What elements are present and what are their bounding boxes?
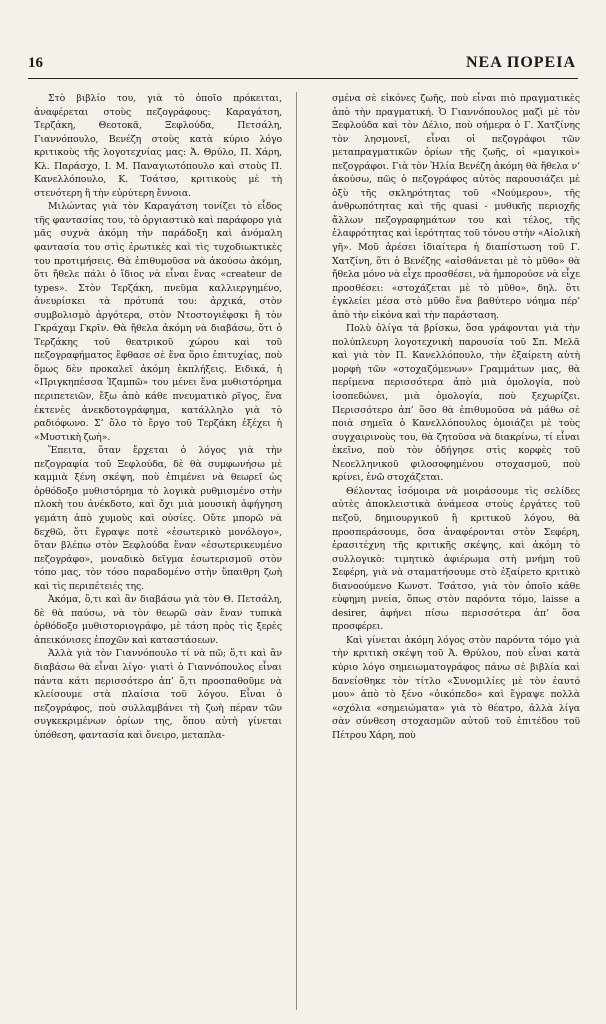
column-divider	[296, 92, 297, 1010]
page-number: 16	[28, 55, 43, 71]
paragraph: σμένα σὲ εἰκόνες ζωῆς, ποὺ εἶναι πιὸ πραγματικὲς ἀπὸ τὴν πραγματική. Ὁ Γιαννόπουλος μαζὶ μὲ τὸν Ξεφλούδα καὶ τὸν Δέλιο, ποὺ σήμερα ὁ Γ. Χατζίνης τὸν λησμονεῖ, εἶναι οἱ πεζογράφοι τῶν μεταπραγματικῶν ὁρίων τῆς ζωῆς, οἱ «μαγικοὶ» πεζογράφοι. Γιὰ τὸν Ἠλία Βενέζη ἀκόμη θὰ ἤθελα ν’ ἀκούσω, πῶς ὁ πεζογράφος αὐτὸς παρουσιάζει μὲ ὀξὺ τῆς σκληρότητας τοῦ «Νούμερου», τῆς ἀνθρωπότητας καὶ τῆς quasi - μυθικῆς περιοχῆς ἄλλων πεζογραφημάτων του καὶ τέλος, τῆς ἐλαφρότητας καὶ ἱερότητας τοῦ τόνου στὴν «Αἰολικὴ γῆ». Μοῦ ἀρέσει ἰδιαίτερα ἡ διαπίστωση τοῦ Γ. Χατζίνη, ὅτι ὁ Βενέζης «αἰσθάνεται μὲ τὸ μῦθο» θὰ ἤθελα μόνο νὰ εἶχε προσθέσει, νὰ ἠμπορούσε νὰ εἶχε προσθέσει: «στοχάζεται μὲ τὸ μῦθο», δηλ. ὅτι ἐγκλείει μέσα στὸ μῦθο ἕνα βαθύτερο νόημα πέρ’ ἀπὸ τὴν εἰκόνα καὶ τὴν παράσταση.	[332, 93, 580, 321]
paragraph: Καὶ γίνεται ἀκόμη λόγος στὸν παρόντα τόμο γιὰ τὴν κριτικὴ σκέψη τοῦ Ἀ. Θρύλου, ποὺ εἶναι κατὰ κύριο λόγο σημειωματογράφος πάνω σὲ βιβλία καὶ δανείσθηκε τὸν τίτλο «Συνομιλίες μὲ τὸν ἑαυτό μου» ἀπὸ τὸ ξένο «ὁικόπεδο» καὶ ἔγραψε πολλὰ «σχόλια «σημειώματα» γιὰ τὸ θέατρο, ἀλλὰ λίγα σὰν σύνθεση στοχασμῶν αὐτοῦ τοῦ ἐπιτέδου τοῦ Πέτρου Χάρη, ποὺ	[332, 634, 580, 741]
header-rule	[28, 78, 578, 79]
paragraph: Πολὺ ὀλίγα τὰ βρίσκω, ὅσα γράφονται γιὰ τὴν πολύπλευρη λογοτεχνικὴ παρουσία τοῦ Σπ. Μελᾶ καὶ γιὰ τὸν Π. Κανελλόπουλο, τὴν ἐξαίρετη αὐτὴ μορφὴ τῶν «στοχαζόμενων» Γραμμάτων μας, θὰ περίμενα περισσότερα ἀπὸ μιὰ ὁμολογία, ποὺ ἰσοπεδώνει, μιὰ ὁμολογία, ποὺ ξεχωρίζει. Περισσότερο ἀπ’ ὅσο θὰ ἐπιθυμοῦσα νὰ μάθω σὲ ποιὰ σημεῖα ὁ Κανελλόπουλος ὁμοιάζει μὲ τοὺς συγχαιρινοὺς του, θὰ ζητοῦσα νὰ διακρίνω, τί εἶναι ἐκεῖνο, ποὺ τὸν ὁδήγησε στὶς κορφὲς τοῦ Νεοελληνικοῦ φιλοσοφημένου στοχασμοῦ, ποὺ κρίνει, ἑνῶ στοχάζεται.	[332, 323, 580, 484]
paragraph: Ἀλλὰ γιὰ τὸν Γιαννόπουλο τί νὰ πῶ; ὅ,τι καὶ ἂν διαβάσω θὰ εἶναι λίγο· γιατὶ ὁ Γιαννόπουλος εἶναι πάντα κάτι περισσότερο ἀπ’ ὅ,τι προσπαθοῦμε νὰ κλείσουμε στὰ πλαίσια τοῦ λόγου. Εἶναι ὁ πεζογράφος, ποὺ συλλαμβάνει τὴ ζωὴ πέραν τῶν συγκεκριμένων ὁρίων της, ὅπου αὐτὴ γίνεται ὑπόθεση, φαντασία καὶ ὄνειρο, μεταπλα-	[34, 648, 282, 741]
paragraph: Στὸ βιβλίο του, γιὰ τὸ ὁποῖο πρόκειται, ἀναφέρεται στοὺς πεζογράφους: Καραγάτση, Τερζάκη, Θεοτοκᾶ, Ξεφλούδα, Πετσάλη, Γιαννόπουλο, Βενέζη στοὺς κατὰ κύριο λόγο κριτικοὺς τῆς λογοτεχνίας μας: Ἀ. Θρύλο, Π. Χάρη, Κλ. Παράσχο, Ι. Μ. Παναγιωτόπουλο καὶ στοὺς Π. Κανελλόπουλο, Κ. Τσάτσο, κριτικοὺς μὲ τὴ στενότερη ἢ τὴν εὐρύτερη ἔννοια.	[34, 93, 282, 199]
paragraph: Μιλώντας γιὰ τὸν Καραγάτση τονίζει τὸ εἶδος τῆς φαντασίας του, τὸ ὀργιαστικὸ καὶ παράφορο γιὰ μᾶς συχνὰ ἀκόμη τὴν παράδοξη καὶ ἀνόμαλη φαντασία του στὶς ἐρωτικὲς καὶ τὶς τυχοδιωκτικὲς του προτιμήσεις. Θὰ ἐπιθυμοῦσα νὰ ἀκούσω ἀκόμη, ὅτι ἤθελε πάλι ὁ ἴδιος νὰ εἶναι ἕνας «createur de types». Στὸν Τερζάκη, πνεῦμα καλλιεργημένο, ἀνευρίσκει τὰ πρότυπά του: ἀρχικά, στὸν συμβολισμὸ ἀργότερα, στὸν Ντοστογιέφσκι ἢ τὸν Γκράχαμ Γκρῖν. Θὰ ἤθελα ἀκόμη νὰ διαβάσω, ὅτι ὁ Τερζάκης τοῦ θεατρικοῦ χώρου καὶ τοῦ πεζογραφήματος ἔφθασε σὲ ἕνα ὅριο ἐπιτυχίας, ποὺ ὅμως δὲν προκαλεῖ ἀκόμη ἐκπλήξεις. Ειδικά, ἡ «Πριγκηπέσσα Ἰζαμπῶ» του μένει ἕνα μυθιστόρημα περιπετειῶν, ἔξω ἀπὸ κάθε πνευματικὸ ρῖγος, ἕνα ἐκτενὲς ἀνεκδοτογράφημα, κατάλληλο γιὰ τὸ ραδιόφωνο. Σ’ ὅλο τὸ ἔργο τοῦ Τερζάκη ἐξέχει ἡ «Μυστικὴ ζωὴ».	[34, 201, 282, 443]
journal-title: ΝΕΑ ΠΟΡΕΙΑ	[465, 54, 576, 71]
article-body	[34, 92, 580, 1012]
left-column	[34, 92, 282, 1012]
right-column	[332, 92, 580, 1012]
page-header	[28, 54, 576, 72]
paragraph: Ἔπειτα, ὅταν ἔρχεται ὁ λόγος γιὰ τὴν πεζογραφία τοῦ Ξεφλούδα, δὲ θὰ συμφωνήσω μὲ καμμιὰ ξένη σκέψη, ποὺ ἐπιμένει νὰ θεωρεῖ ὡς ὀρθόδοξο μυθιστόρημα τὸ λογικὰ ρυθμισμένο στὴν πλοκὴ του ἀνέκδοτο, καὶ ὄχι μιὰ μουσικὴ ἀφήγηση γεμάτη ἀπὸ χυμοὺς καὶ οὐσίες. Οὔτε μπορῶ νὰ δεχθῶ, ὅτι ἔγραψε ποτὲ «ἐσωτερικὸ μονόλογο», ὅταν βλέπω στὸν Ξεφλούδα ἕναν «ἐσωτερικευμένο πεζογράφο», μοναδικὸ δεῖγμα ἐσωτερισμοῦ στὸν τόπο μας, τὸν τόσο παραδομένο στὴν ὕπαιθρη ζωὴ καὶ τὶς περιπέτειές της.	[34, 445, 282, 592]
paragraph: Θέλοντας ἰσόμοιρα νὰ μοιράσουμε τὶς σελίδες αὐτὲς ἀποκλειστικὰ ἀνάμεσα στοὺς ἐργάτες τοῦ πεζοῦ, δημιουργικοῦ ἢ κριτικοῦ λόγου, θὰ προσπεράσουμε, ὅσα ἀναφέρονται στὸν Σεφέρη, ἐρασιτέχνη τῆς κριτικῆς σκέψης, καὶ ἀκόμη τὸ συλλογικὸ: τιμητικὸ ἀφιέρωμα στὴ μνήμη τοῦ Σεφέρη, γιὰ νὰ σταματήσουμε στὸ ἐξαίρετο κριτικὸ διανοούμενο Κωνστ. Τσάτσο, γιὰ τὸν ὁποῖο κάθε εὐφημη μνεία, ὅπως στὸν παρόντα τόμο, laisse a desirer, ἀφήνει πίσω περισσότερα ἀπ’ ὅσα προσφέρει.	[332, 485, 580, 633]
paragraph: Ἀκόμα, ὅ,τι καὶ ἂν διαβάσω γιὰ τὸν Θ. Πετσάλη, δὲ θὰ παύσω, νὰ τὸν θεωρῶ σὰν ἕναν τυπικὰ ὀρθόδοξο μυθιστοριογράφο, μὲ τάση πρὸς τὶς ξερὲς ἀπεικόνισες ἐποχῶν καὶ καταστάσεων.	[34, 594, 282, 646]
